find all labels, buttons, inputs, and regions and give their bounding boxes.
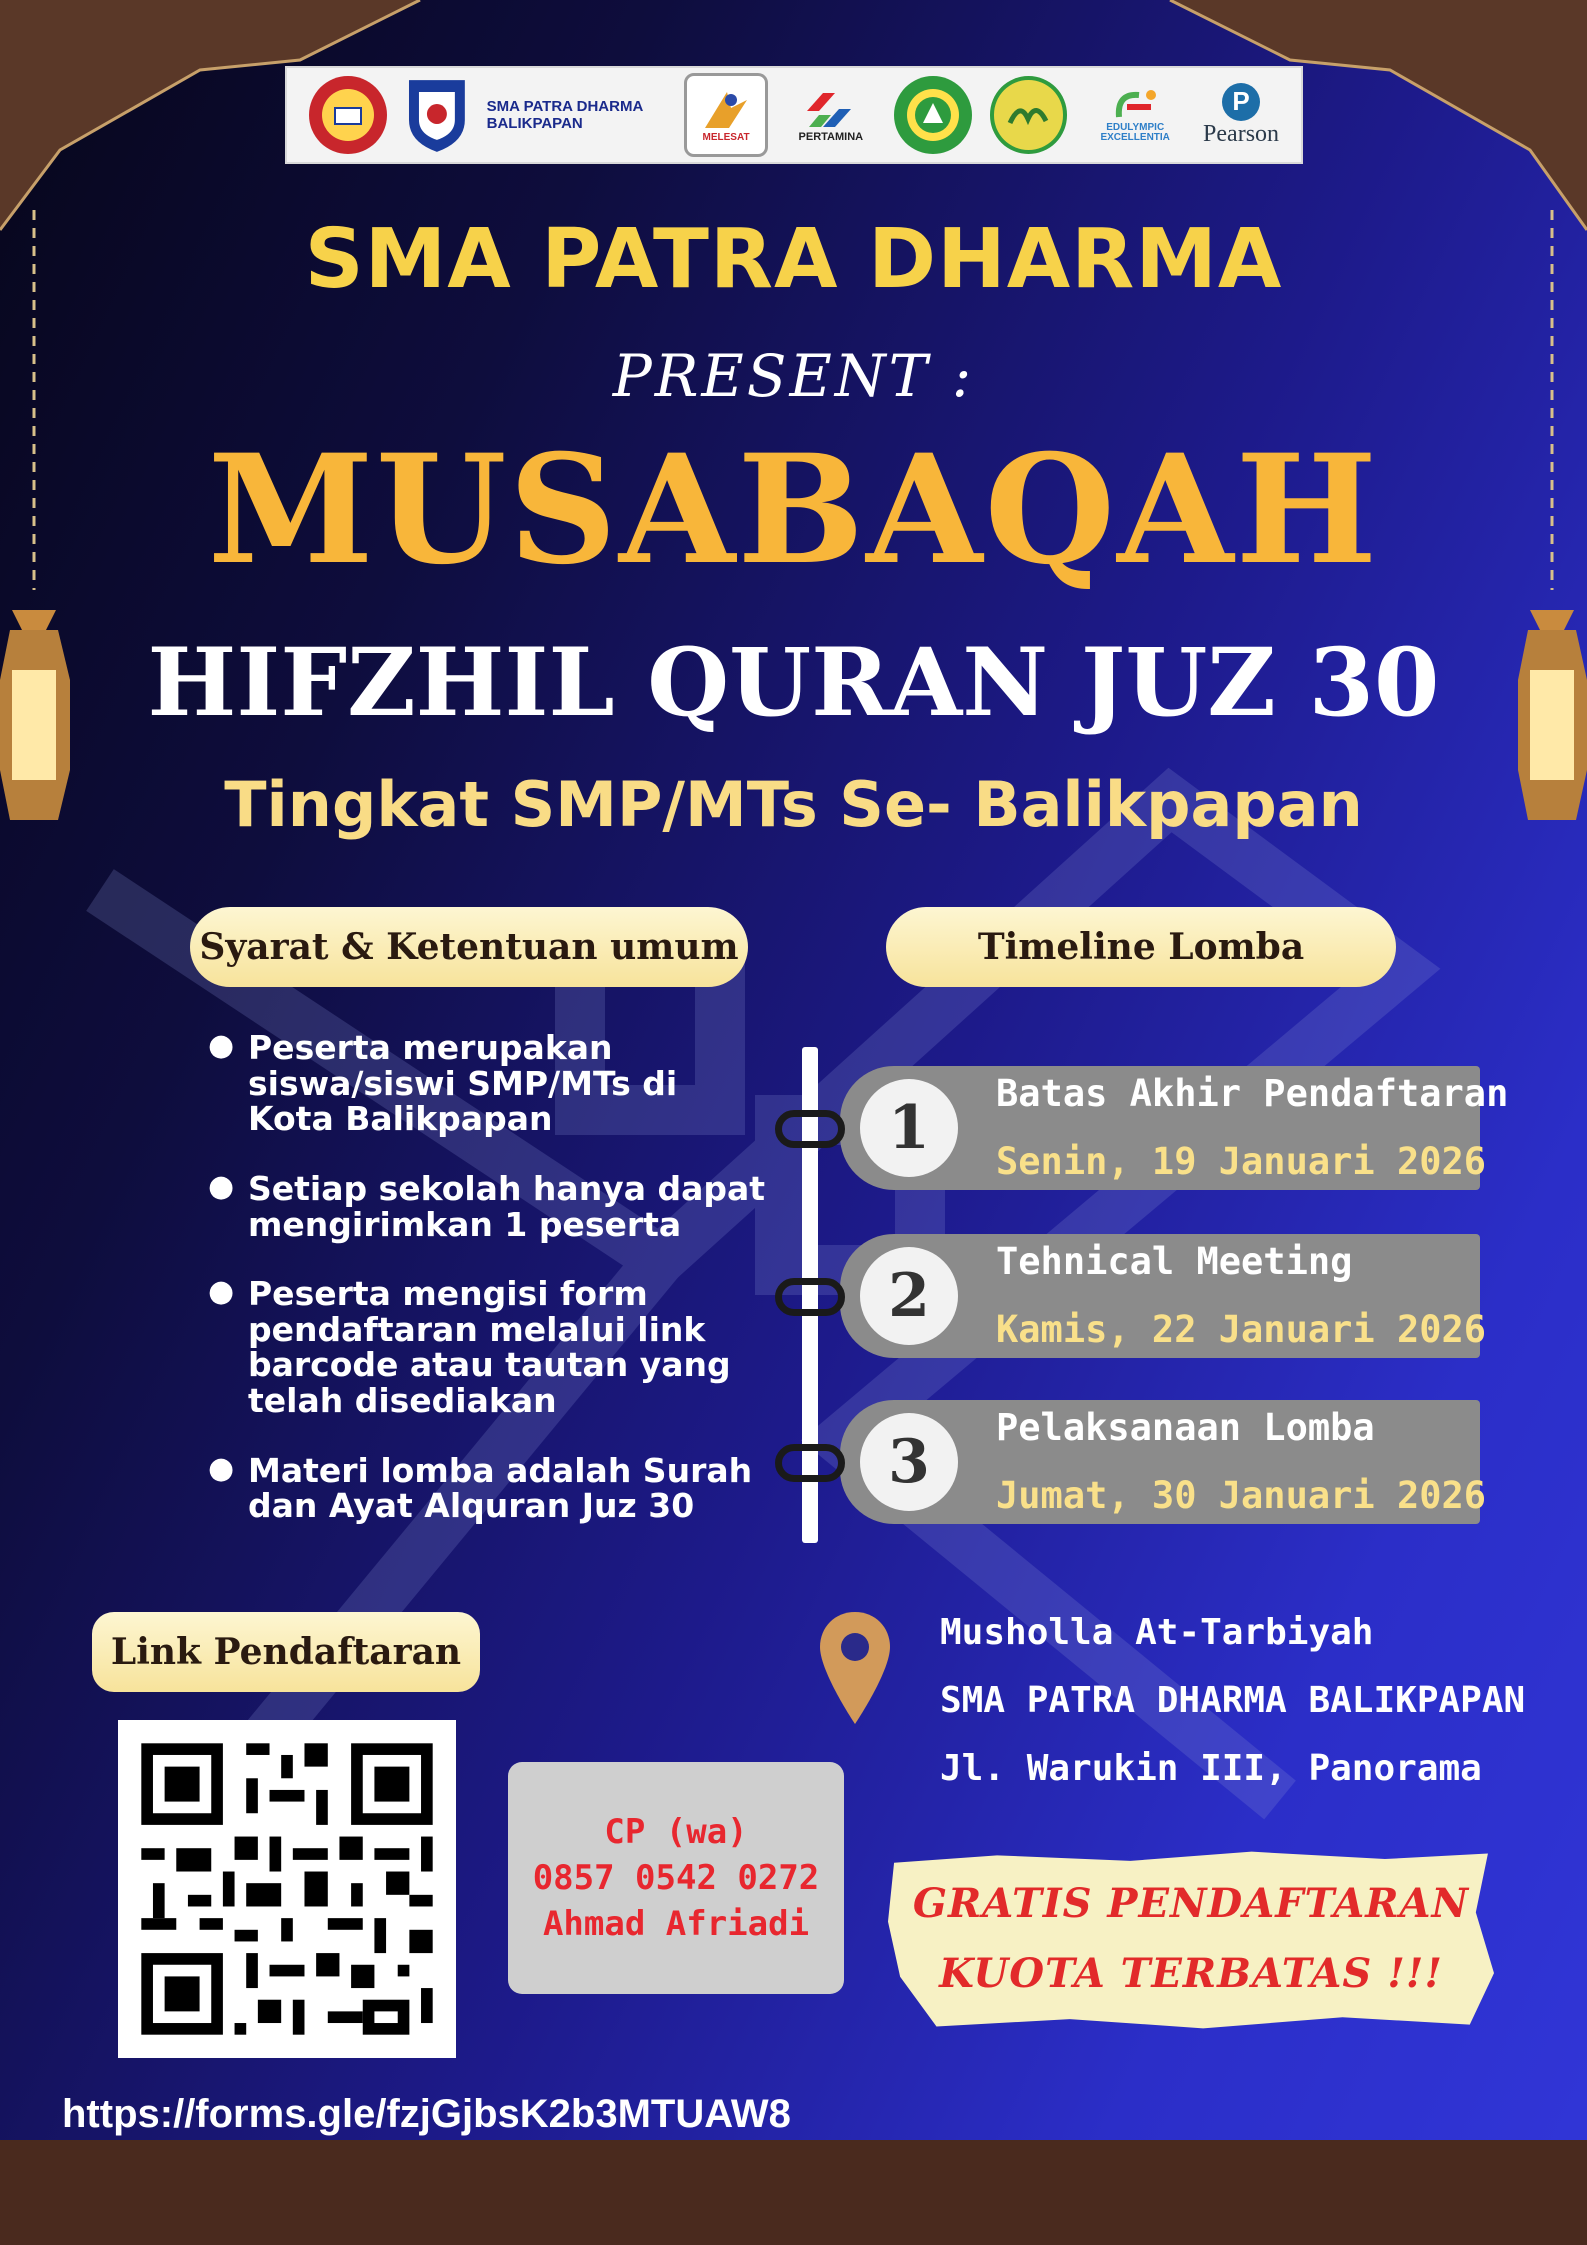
list-item bbox=[208, 1450, 768, 1526]
timeline-date-2: Kamis, 22 Januari 2026 bbox=[996, 1308, 1487, 1351]
rules-heading: Syarat & Ketentuan umum bbox=[190, 907, 748, 987]
location-school: SMA PATRA DHARMA BALIKPAPAN bbox=[940, 1680, 1526, 1721]
timeline-number-3: 3 bbox=[860, 1413, 958, 1511]
sponsor-logo-bar bbox=[285, 66, 1303, 164]
timeline-title-2: Tehnical Meeting bbox=[996, 1240, 1353, 1283]
registration-heading: Link Pendaftaran bbox=[92, 1612, 480, 1692]
bullet-icon: ● bbox=[208, 1450, 235, 1486]
timeline-ring-icon bbox=[775, 1444, 845, 1482]
promo-free-registration: GRATIS PENDAFTARAN bbox=[912, 1880, 1470, 1927]
rule-text: Materi lomba adalah Surah dan Ayat Alquran Juz 30 bbox=[248, 1450, 753, 1526]
event-subtitle: HIFZHIL QURAN JUZ 30 bbox=[147, 628, 1440, 738]
school-shield-icon bbox=[405, 76, 469, 154]
timeline-date-1: Senin, 19 Januari 2026 bbox=[996, 1140, 1487, 1183]
school-title: SMA PATRA DHARMA bbox=[304, 212, 1283, 307]
contact-label: CP (wa) bbox=[604, 1812, 748, 1852]
registration-url[interactable]: https://forms.gle/fzjGjbsK2b3MTUAW8 bbox=[62, 2092, 791, 2136]
bullet-icon: ● bbox=[208, 1028, 235, 1063]
location-venue: Musholla At-Tarbiyah bbox=[940, 1612, 1374, 1653]
bullet-icon: ● bbox=[208, 1274, 235, 1310]
list-item bbox=[208, 1276, 768, 1419]
timeline-date-3: Jumat, 30 Januari 2026 bbox=[996, 1474, 1487, 1517]
promo-limited-quota: KUOTA TERBATAS !!! bbox=[939, 1950, 1443, 1997]
rules-list bbox=[208, 1030, 768, 1558]
location-address: Jl. Warukin III, Panorama bbox=[940, 1748, 1482, 1789]
list-item bbox=[208, 1030, 768, 1137]
qr-code[interactable] bbox=[118, 1720, 456, 2058]
ministry-seal-icon bbox=[894, 76, 972, 154]
rule-text: Setiap sekolah hanya dapat mengirimkan 1 peserta bbox=[248, 1168, 766, 1244]
bottom-frame-band bbox=[0, 2140, 1587, 2245]
promo-banner bbox=[888, 1848, 1494, 2032]
contact-box bbox=[508, 1762, 844, 1994]
qr-code-icon bbox=[118, 1720, 456, 2058]
pearson-logo-icon: P Pearson bbox=[1203, 83, 1279, 148]
participant-level: Tingkat SMP/MTs Se- Balikpapan bbox=[224, 768, 1363, 841]
list-item bbox=[208, 1168, 768, 1244]
school-crest-icon bbox=[309, 76, 387, 154]
arabic-seal-icon bbox=[990, 76, 1068, 154]
school-name-logo-text: SMA PATRA DHARMA BALIKPAPAN bbox=[486, 97, 643, 132]
contact-name: Ahmad Afriadi bbox=[542, 1904, 810, 1944]
timeline-ring-icon bbox=[775, 1278, 845, 1316]
rule-text: Peserta mengisi form pendaftaran melalui link barcode atau tautan yang telah disediakan bbox=[248, 1274, 731, 1420]
contact-phone[interactable]: 0857 0542 0272 bbox=[532, 1858, 820, 1898]
melesat-logo-icon: MELESAT bbox=[684, 73, 768, 157]
timeline-number-1: 1 bbox=[860, 1079, 958, 1177]
rule-text: Peserta merupakan siswa/siswi SMP/MTs di Kota Balikpapan bbox=[248, 1028, 678, 1139]
timeline-heading: Timeline Lomba bbox=[886, 907, 1396, 987]
present-label: PRESENT : bbox=[612, 342, 975, 410]
timeline-number-2: 2 bbox=[860, 1247, 958, 1345]
event-title: MUSABAQAH bbox=[207, 422, 1380, 598]
location-pin-icon bbox=[820, 1612, 890, 1724]
timeline-title-3: Pelaksanaan Lomba bbox=[996, 1406, 1375, 1449]
timeline-ring-icon bbox=[775, 1110, 845, 1148]
pertamina-logo-icon: PERTAMINA bbox=[786, 87, 876, 143]
timeline-title-1: Batas Akhir Pendaftaran bbox=[996, 1072, 1509, 1115]
edulympic-logo-icon: EDULYMPIC EXCELLENTIA bbox=[1085, 87, 1185, 144]
bullet-icon: ● bbox=[208, 1168, 235, 1204]
